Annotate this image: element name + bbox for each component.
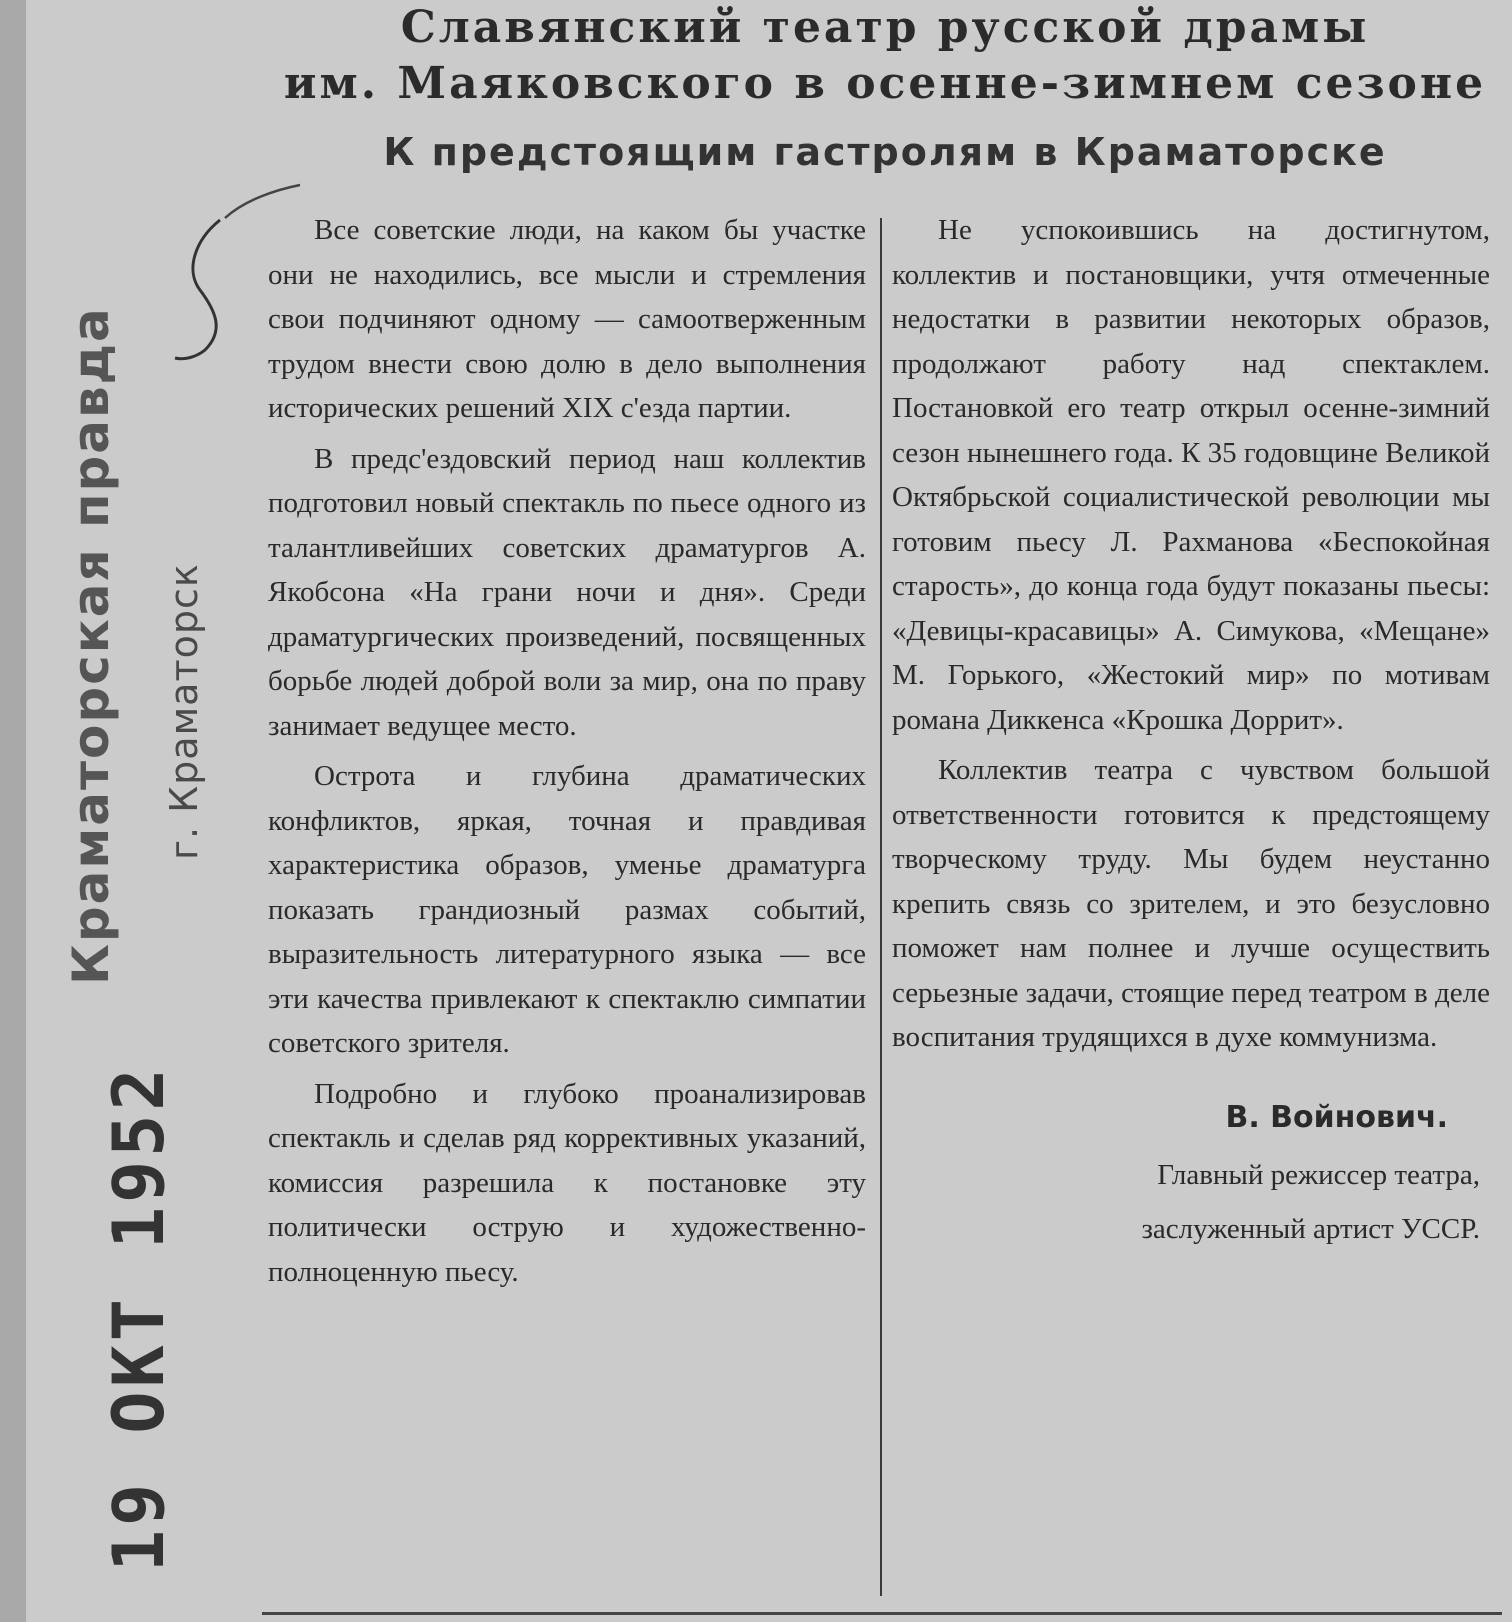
city-stamp: г. Краматорск (162, 563, 206, 860)
column-divider (880, 218, 882, 1596)
article-column-right (892, 208, 1490, 1256)
author-title (892, 1148, 1490, 1256)
article-paragraph: Острота и глубина драматических конфликтов, яркая, точная и правдивая характеристика образов, уменье драматурга показать грандиозный размах событий, выразительность литературного языка — все эти качества привлекают к спектаклю симпатии советского зрителя. (268, 760, 866, 1059)
author-title-line-1: Главный режиссер театра, (1157, 1159, 1480, 1191)
article-paragraph: Не успокоившись на достигнутом, коллектив и постановщики, учтя отмеченные недостатки в развитии некоторых образов, продолжают работу над спектаклем. Постановкой его театр открыл осенне-зимний сезон нынешнего года. К 35 годовщине Великой Октябрьской социалистической революции мы готовим пьесу Л. Рахманова «Беспокойная старость», до конца года будут показаны пьесы: «Девицы-красавицы» А. Симукова, «Мещане» М. Горького, «Жестокий мир» по мотивам романа Диккенса «Крошка Доррит». (892, 214, 1490, 736)
article-paragraph: В предс'ездовский период наш коллектив подготовил новый спектакль по пьесе одного из талантливейших советских драматургов А. Якобсона «На грани ночи и дня». Среди драматургических произведений, посвященных борьбе людей доброй воли за мир, она по праву занимает ведущее место. (268, 442, 866, 742)
article-column-left (268, 208, 866, 1294)
article-paragraph: Подробно и глубоко проанализировав спектакль и сделав ряд коррективных указаний, комиссия разрешила к постановке эту политически острую и художественно-полноценную пьесу. (268, 1077, 866, 1288)
headline-line-1: Славянский театр русской драмы (400, 2, 1370, 53)
headline-line-2: им. Маяковского в осенне-зимнем сезоне (283, 58, 1487, 109)
bottom-rule (262, 1612, 1502, 1615)
date-stamp: 19 ОКТ 1952 (98, 1064, 180, 1572)
newspaper-name-stamp: Краматорская правда (62, 306, 120, 985)
article-paragraph: Коллектив театра с чувством большой ответственности готовится к предстоящему творческому труду. Мы будем неустанно крепить связь со зрителем, и это безусловно поможет нам полнее и лучше осуществить серьезные задачи, стоящие перед театром в деле воспитания трудящихся в духе коммунизма. (892, 754, 1490, 1053)
subheadline: К предстоящим гастролям в Краматорске (383, 130, 1387, 174)
author-name: В. Войнович. (1225, 1099, 1448, 1135)
author-title-line-2: заслуженный артист УССР. (1141, 1213, 1480, 1245)
article-paragraph: Все советские люди, на каком бы участке они не находились, все мысли и стремления свои подчиняют одному — самоотверженным трудом внести свою долю в дело выполнения исторических решений XIX с'езда партии. (268, 214, 866, 424)
page-edge (0, 0, 26, 1622)
